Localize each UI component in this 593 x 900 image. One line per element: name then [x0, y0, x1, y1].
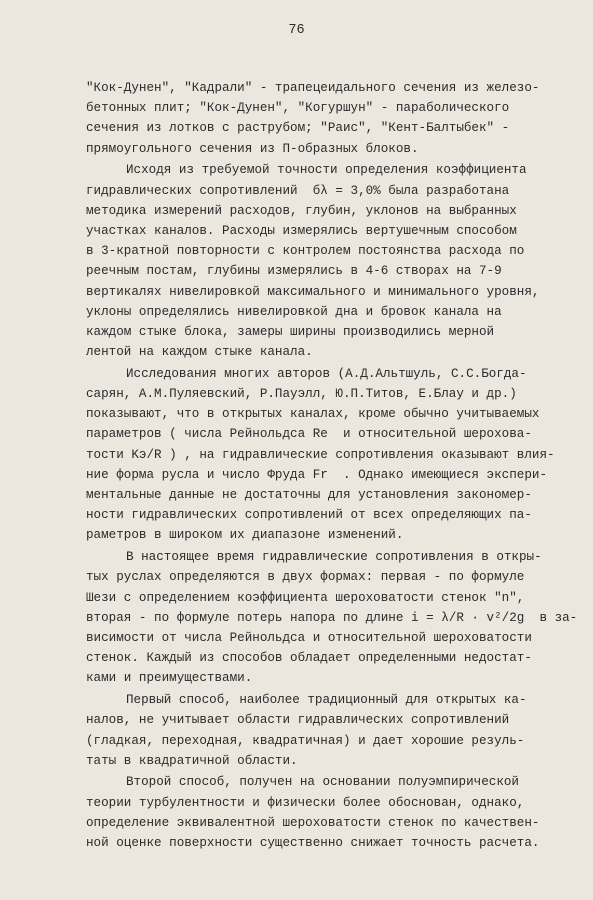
- text-line: таты в квадратичной области.: [86, 753, 298, 768]
- text-line: Исходя из требуемой точности определения коэффициента: [126, 163, 527, 178]
- text-line: участках каналов. Расходы измерялись вертушечным способом: [86, 223, 517, 238]
- paragraph-1: [86, 78, 556, 159]
- text-line: тых руслах определяются в двух формах: первая - по формуле: [86, 570, 525, 585]
- text-line: уклоны определялись нивелировкой дна и бровок канала на: [86, 304, 502, 319]
- text-line: Исследования многих авторов (А.Д.Альтшуль, С.С.Богда-: [126, 366, 527, 381]
- text-line: в 3-кратной повторности с контролем постоянства расхода по: [86, 244, 525, 259]
- text-line: раметров в широком их диапазоне изменений.: [86, 528, 404, 543]
- text-line: теории турбулентности и физически более обоснован, однако,: [86, 795, 525, 810]
- body-text: [86, 78, 578, 853]
- text-line: показывают, что в открытых каналах, кроме обычно учитываемых: [86, 407, 540, 422]
- text-line: ние форма русла и число Фруда Fr . Однако имеющиеся экспери-: [86, 467, 548, 482]
- page-number: 76: [288, 23, 305, 38]
- text-line: методика измерений расходов, глубин, уклонов на выбранных: [86, 203, 517, 218]
- text-line: лентой на каждом стыке канала.: [86, 345, 313, 360]
- text-line: вторая - по формуле потерь напора по длине i = λ/R · v²/2g в за-: [86, 610, 578, 625]
- text-line: прямоугольного сечения из П-образных блоков.: [86, 141, 419, 156]
- text-line: В настоящее время гидравлические сопротивления в откры-: [126, 550, 542, 565]
- text-line: Второй способ, получен на основании полуэмпирической: [126, 775, 519, 790]
- text-line: гидравлических сопротивлений бλ = 3,0% была разработана: [86, 183, 510, 198]
- text-line: висимости от числа Рейнольдса и относительной шероховатости: [86, 630, 532, 645]
- text-line: налов, не учитывает области гидравлических сопротивлений: [86, 713, 510, 728]
- paragraph-2: [86, 160, 556, 362]
- paragraph-4: [86, 547, 578, 688]
- text-line: (гладкая, переходная, квадратичная) и дает хорошие резуль-: [86, 733, 525, 748]
- text-line: вертикалях нивелировкой максимального и минимального уровня,: [86, 284, 540, 299]
- text-line: Шези с определением коэффициента шероховатости стенок "n",: [86, 590, 525, 605]
- text-line: стенок. Каждый из способов обладает определенными недостат-: [86, 651, 532, 666]
- text-line: "Кок-Дунен", "Кадрали" - трапецеидального сечения из железо-: [86, 81, 540, 95]
- text-line: параметров ( числа Рейнольдса Re и относительной шерохова-: [86, 427, 532, 442]
- text-line: ментальные данные не достаточны для установления закономер-: [86, 488, 532, 503]
- text-line: тости Kэ/R ) , на гидравлические сопротивления оказывают влия-: [86, 447, 555, 462]
- text-line: ной оценке поверхности существенно снижает точность расчета.: [86, 836, 540, 851]
- text-line: Первый способ, наиболее традиционный для открытых ка-: [126, 693, 527, 708]
- text-line: ности гидравлических сопротивлений от всех определяющих па-: [86, 508, 532, 523]
- text-line: сарян, А.М.Пуляевский, Р.Пауэлл, Ю.П.Титов, Е.Блау и др.): [86, 387, 517, 402]
- paragraph-5: [86, 690, 556, 771]
- paragraph-3: [86, 364, 556, 546]
- text-line: бетонных плит; "Кок-Дунен", "Когуршун" - параболического: [86, 101, 510, 116]
- paragraph-6: [86, 772, 556, 853]
- text-line: определение эквивалентной шероховатости стенок по качествен-: [86, 815, 540, 830]
- text-line: сечения из лотков с раструбом; "Раис", "Кент-Балтыбек" -: [86, 121, 510, 136]
- text-line: реечным постам, глубины измерялись в 4-6 створах на 7-9: [86, 264, 502, 279]
- text-line: каждом стыке блока, замеры ширины производились мерной: [86, 324, 495, 339]
- text-line: ками и преимуществами.: [86, 671, 253, 686]
